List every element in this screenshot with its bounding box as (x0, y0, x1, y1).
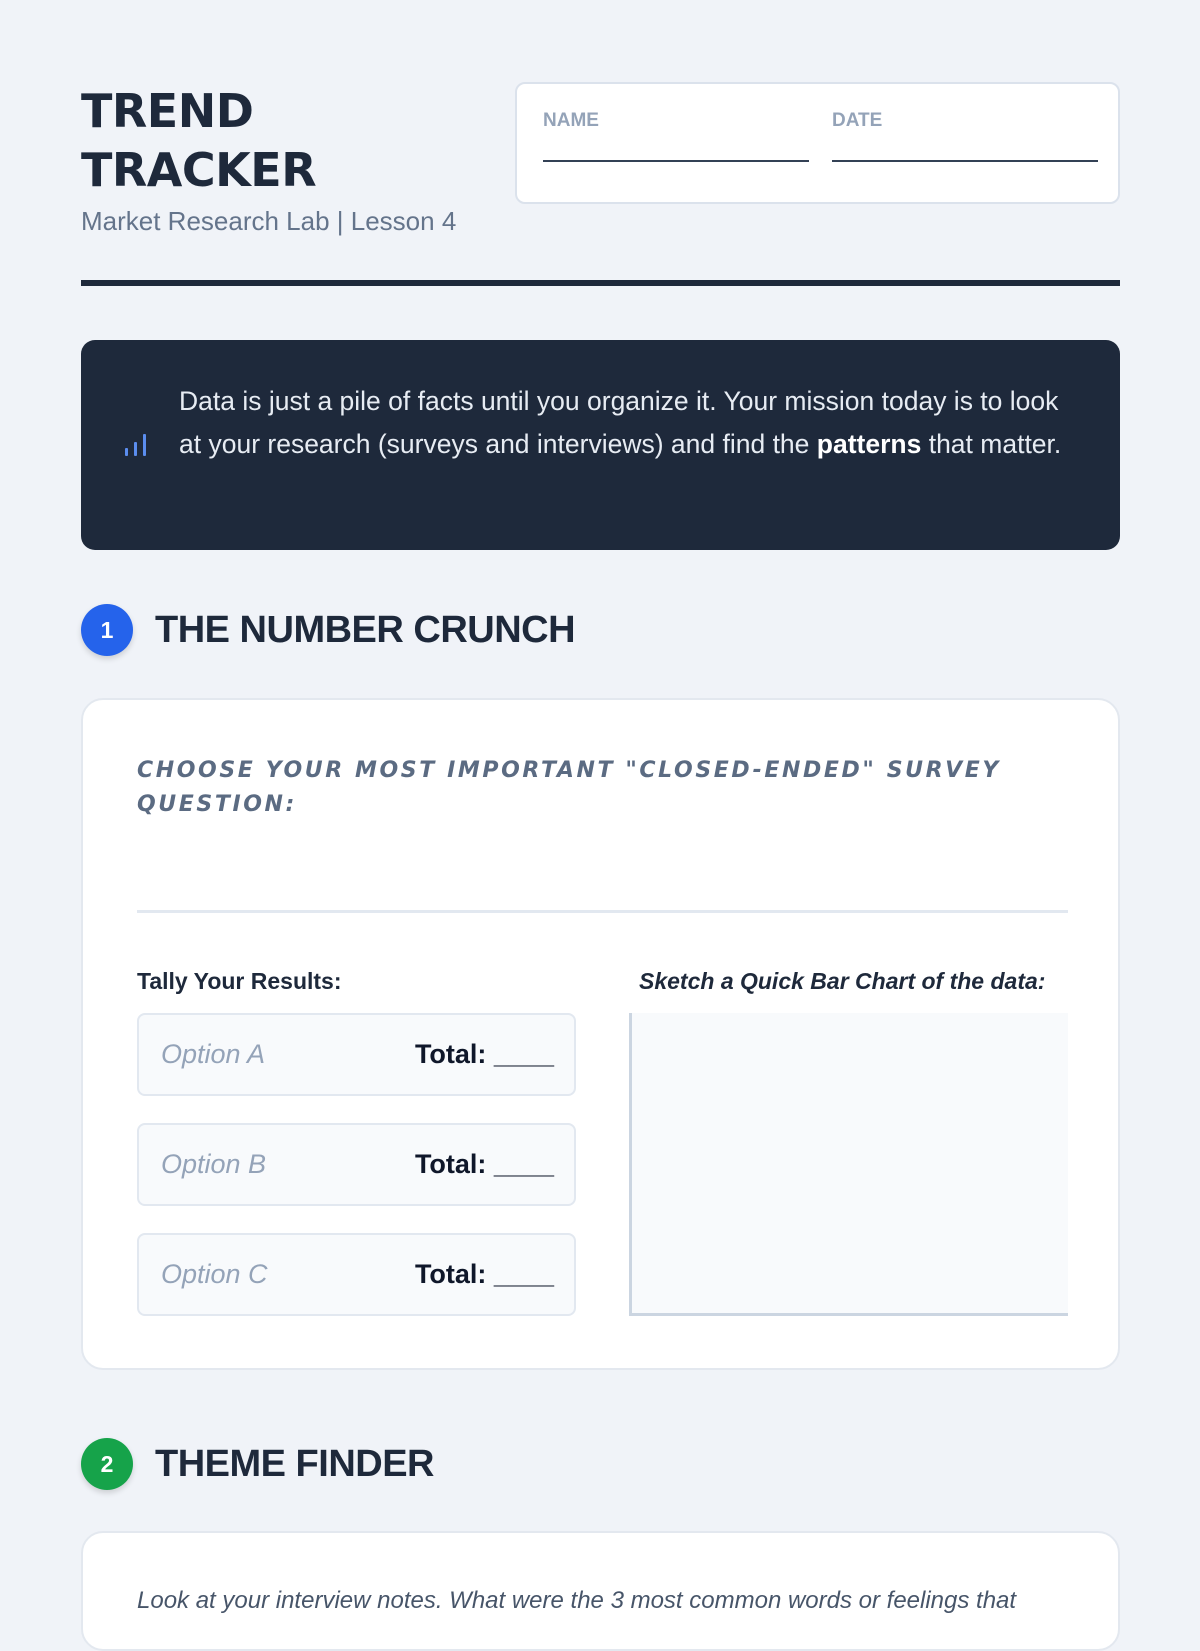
intro-text-part1: Data is just a pile of facts until you organize it. Your mission today is to look at your research (surveys and interviews) and find the (179, 386, 1059, 459)
option-c-row[interactable] (137, 1233, 576, 1316)
page-subtitle: Market Research Lab | Lesson 4 (81, 206, 457, 236)
section-1-title: THE NUMBER CRUNCH (155, 609, 576, 651)
name-field[interactable] (543, 110, 809, 162)
bar-chart-icon (123, 432, 149, 458)
intro-text-bold: patterns (816, 429, 922, 459)
option-b-row[interactable] (137, 1123, 576, 1206)
option-c-label: Option C (161, 1259, 268, 1289)
option-a-row[interactable] (137, 1013, 576, 1096)
tally-label: Tally Your Results: (137, 968, 342, 994)
header (81, 82, 1120, 242)
page-title (81, 82, 316, 200)
date-label: DATE (832, 110, 883, 131)
section-1-number-badge: 1 (81, 604, 133, 656)
bar-chart-sketch-area[interactable] (629, 1013, 1068, 1316)
question-prompt: CHOOSE YOUR MOST IMPORTANT "CLOSED-ENDED" SURVEY QUESTION: (137, 758, 1001, 817)
header-divider (81, 280, 1120, 286)
option-c-total: Total: ____ (414, 1259, 554, 1289)
option-b-label: Option B (161, 1149, 267, 1179)
date-field[interactable] (832, 110, 1098, 162)
title-line-1: TREND (81, 84, 254, 138)
option-b-total: Total: ____ (414, 1149, 554, 1179)
section-2-heading (81, 1438, 881, 1490)
section-2-number-badge: 2 (81, 1438, 133, 1490)
name-blank-line[interactable] (543, 160, 809, 162)
intro-banner (81, 340, 1120, 550)
option-a-total: Total: ____ (414, 1039, 554, 1069)
section-1-heading (81, 604, 881, 656)
question-answer-line[interactable] (137, 910, 1068, 913)
number-crunch-card (81, 698, 1120, 1370)
intro-text (179, 380, 1079, 466)
theme-finder-card (81, 1531, 1120, 1651)
name-label: NAME (543, 110, 599, 131)
option-a-label: Option A (161, 1039, 266, 1069)
name-date-box (515, 82, 1120, 204)
date-blank-line[interactable] (832, 160, 1098, 162)
title-line-2: TRACKER (81, 143, 317, 197)
sketch-label: Sketch a Quick Bar Chart of the data: (639, 968, 1046, 994)
theme-finder-prompt: Look at your interview notes. What were the 3 most common words or feelings that (137, 1587, 1017, 1614)
intro-text-part2: that matter. (921, 429, 1062, 459)
section-2-title: THEME FINDER (155, 1443, 434, 1485)
